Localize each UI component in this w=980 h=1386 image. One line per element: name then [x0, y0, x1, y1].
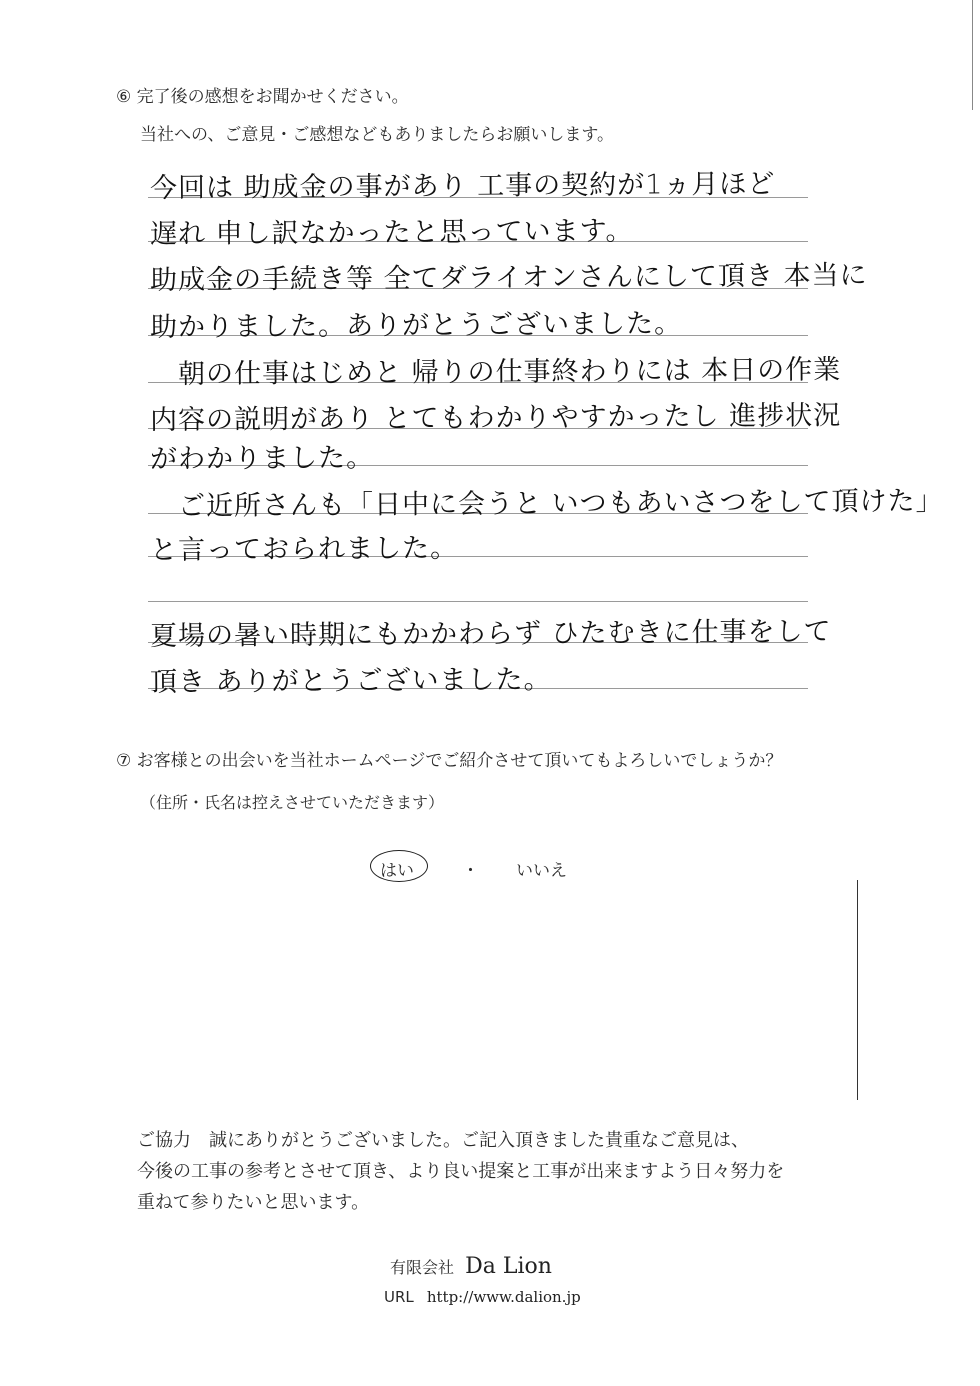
scan-artifact-line [972, 0, 973, 110]
scan-artifact-line [857, 880, 858, 1100]
question-6-number: ⑥ [116, 87, 132, 107]
question-6-heading [116, 82, 409, 107]
company-url [384, 1287, 581, 1306]
answer-line: 助成金の手続き等 全てダライオンさんにして頂き 本当に [149, 259, 868, 296]
url-label: URL [384, 1288, 414, 1306]
answer-line: と言っておられました。 [149, 532, 459, 566]
closing-line-3: 重ねて参りたいと思います。 [137, 1192, 370, 1213]
option-separator: ・ [462, 861, 479, 881]
closing-line-1: ご協力 誠にありがとうございました。ご記入頂きました貴重なご意見は、 [137, 1130, 749, 1151]
option-no[interactable] [516, 856, 567, 881]
question-6-subtitle: 当社への、ご意見・ご感想などもありましたらお願いします。 [140, 125, 614, 145]
answer-line: 朝の仕事はじめと 帰りの仕事終わりには 本日の作業 [177, 354, 842, 390]
answer-line: 遅れ 申し訳なかったと思っています。 [149, 215, 634, 250]
answer-line: 頂き ありがとうございました。 [149, 664, 552, 698]
closing-line-2: 今後の工事の参考とさせて頂き、より良い提案と工事が出来ますよう日々努力を [137, 1161, 785, 1182]
answer-line: 夏場の暑い時期にもかかわらず ひたむきに仕事をして [149, 616, 832, 652]
answer-rule [148, 601, 808, 602]
selected-circle-mark [370, 850, 428, 882]
question-7-number: ⑦ [116, 751, 132, 771]
option-yes-label: はい [380, 861, 414, 881]
question-7-note: （住所・氏名は控えさせていただきます） [140, 793, 445, 812]
question-7-title: お客様との出会いを当社ホームページでご紹介させて頂いてもよろしいでしょうか？ [136, 751, 783, 771]
company-title: Da Lion [465, 1254, 552, 1279]
question-6-title: 完了後の感想をお聞かせください。 [136, 87, 409, 107]
option-no-label: いいえ [516, 861, 567, 881]
company-prefix: 有限会社 [390, 1258, 455, 1277]
url-link[interactable]: http://www.dalion.jp [426, 1288, 581, 1306]
question-7-heading [116, 746, 782, 771]
answer-line: 助かりました。ありがとうございました。 [149, 308, 683, 343]
answer-line: 内容の説明があり とてもわかりやすかったし 進捗状況 [149, 400, 842, 436]
answer-line: 今回は 助成金の事があり 工事の契約が1ヵ月ほど [149, 168, 776, 204]
company-name [390, 1254, 552, 1279]
answer-line: がわかりました。 [149, 442, 375, 475]
answer-line: ご近所さんも「日中に会うと いつもあいさつをして頂けた」 [177, 485, 944, 522]
